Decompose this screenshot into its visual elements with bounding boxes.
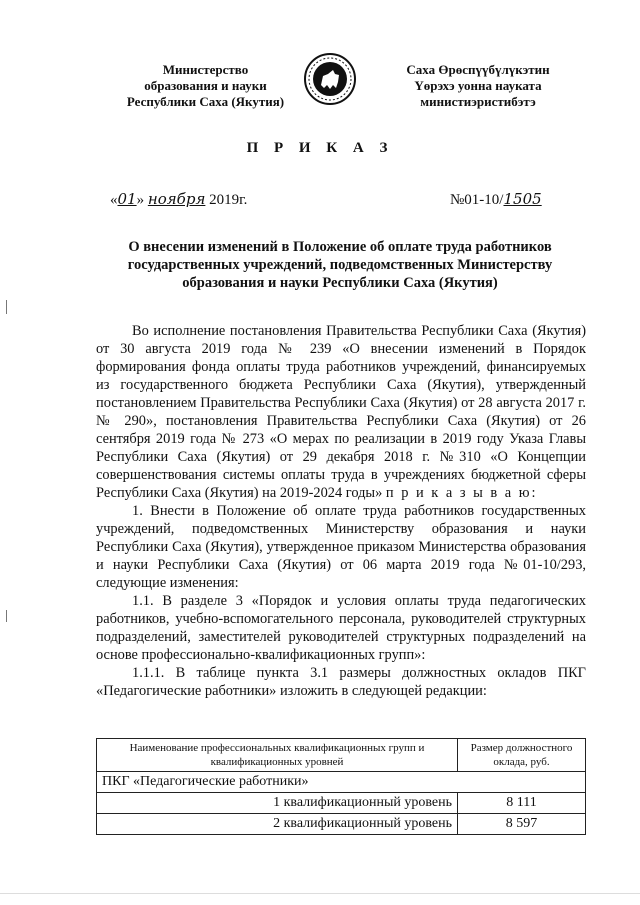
emblem-of-sakha-republic-icon: [303, 52, 357, 106]
table-row: [97, 814, 586, 835]
ministry-name-yakut: [398, 62, 558, 110]
paragraph-item-1-1: 1.1. В разделе 3 «Порядок и условия оплаты труда педагогических работников, учебно-вспомогательного персонала, руководителей структурных подразделений, заместителей руководителей структурных подразделений на основе профессионально-квалификационных групп»:: [96, 593, 586, 663]
date-year: 2019г.: [209, 192, 248, 208]
column-header-salary: Размер должностного оклада, руб.: [458, 739, 586, 772]
ministry-name-line: Республики Саха (Якутия): [126, 94, 285, 109]
order-subject: О внесении изменений в Положение об оплате труда работников государственных учреждений, подведомственных Министерству образования и науки Республики Саха (Якутия): [127, 239, 553, 291]
scan-edge-line: [0, 893, 640, 894]
ministry-name-line: министиэристибэтэ: [420, 94, 536, 109]
table-header-row: [97, 739, 586, 772]
ministry-name-line: Саха Өрөспүүбүлүкэтин: [406, 62, 550, 77]
paragraph-item-1-1-1: 1.1.1. В таблице пункта 3.1 размеры должностных окладов ПКГ «Педагогические работники» изложить в следующей редакции:: [96, 665, 586, 699]
document-title: П Р И К А З: [246, 140, 394, 156]
order-number-prefix: №01-10/: [450, 192, 504, 208]
amount-cell: 8 597: [458, 814, 586, 835]
column-header-group: Наименование профессиональных квалификационных групп и квалификационных уровней: [97, 739, 458, 772]
preamble-text: Во исполнение постановления Правительства Республики Саха (Якутия) от 30 августа 2019 года № 239 «О внесении изменений в Порядок формирования фонда оплаты труда работников учреждений, финансируемых из государственного бюджета Республики Саха (Якутия), утвержденный постановлением Правительства Республики Саха (Якутия) от 28 августа 2017 г. № 290», постановления Правительства Республики Саха (Якутия) от 26 сентября 2019 года № 273 «О мерах по реализации в 2019 году Указа Главы Республики Саха (Якутия) от 29 декабря 2018 г. №310 «О Концепции совершенствования системы оплаты труда в учреждениях бюджетной сферы Республики Саха (Якутия) на 2019-2024 годы»: [96, 323, 586, 501]
ministry-name-line: Министерство: [162, 62, 249, 77]
order-number-handwritten: 1505: [503, 190, 542, 208]
ministry-name-line: образования и науки: [144, 78, 267, 93]
level-cell: 1 квалификационный уровень: [97, 793, 458, 814]
table-group-row: [97, 772, 586, 793]
ministry-name-line: Үөрэхэ уонна науката: [414, 78, 542, 93]
order-date: [110, 190, 247, 209]
date-month-handwritten: ноября: [147, 190, 206, 208]
level-cell: 2 квалификационный уровень: [97, 814, 458, 835]
amount-cell: 8 111: [458, 793, 586, 814]
orders-word: п р и к а з ы в а ю:: [385, 485, 538, 501]
date-close-quote: »: [136, 192, 145, 208]
scan-margin-mark: [6, 610, 7, 622]
paragraph-preamble: [96, 322, 586, 502]
date-day-handwritten: 01: [117, 190, 137, 208]
order-body: [96, 322, 586, 700]
scan-margin-mark: [6, 300, 7, 314]
table-row: [97, 793, 586, 814]
order-number: [450, 190, 542, 209]
ministry-name-russian: [118, 62, 293, 110]
date-open-quote: «: [110, 192, 118, 208]
paragraph-item-1: 1. Внести в Положение об оплате труда работников государственных учреждений, подведомственных Министерству образования и науки Республики Саха (Якутия), утвержденное приказом Министерства образования и науки Республики Саха (Якутия) от 06 марта 2019 года №01-10/293, следующие изменения:: [96, 503, 586, 591]
salary-table: [96, 738, 586, 835]
group-name-cell: ПКГ «Педагогические работники»: [97, 772, 586, 793]
